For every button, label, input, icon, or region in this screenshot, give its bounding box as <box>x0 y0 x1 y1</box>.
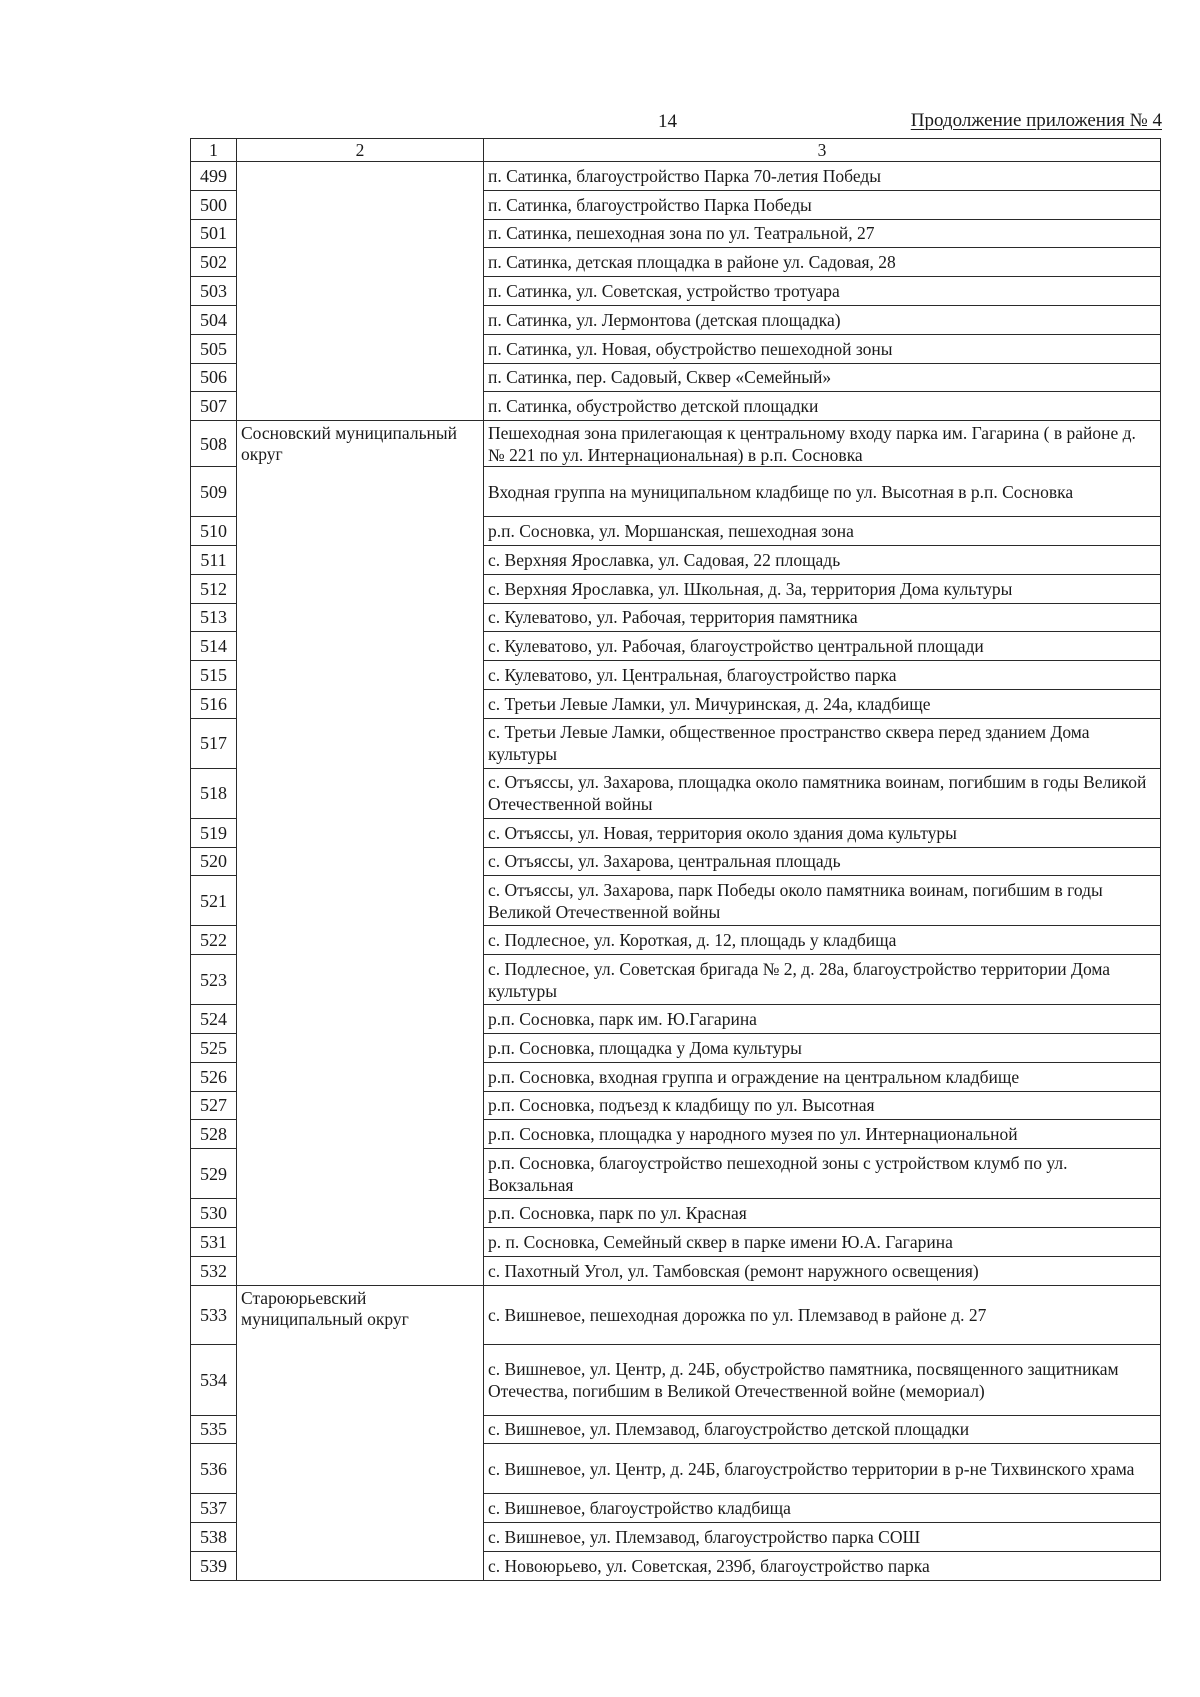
object-name: п. Сатинка, пешеходная зона по ул. Театральной, 27 <box>484 219 1161 248</box>
object-name: с. Вишневое, ул. Племзавод, благоустройство детской площадки <box>484 1415 1161 1444</box>
row-number: 503 <box>191 277 237 306</box>
object-name: с. Новоюрьево, ул. Советская, 239б, благоустройство парка <box>484 1551 1161 1580</box>
object-name: п. Сатинка, ул. Лермонтова (детская площадка) <box>484 305 1161 334</box>
column-header: 3 <box>484 139 1161 162</box>
row-number: 514 <box>191 632 237 661</box>
column-header: 2 <box>237 139 484 162</box>
object-name: р.п. Сосновка, площадка у народного музея по ул. Интернациональной <box>484 1120 1161 1149</box>
continuation-label: Продолжение приложения № 4 <box>910 110 1162 131</box>
district-cell: Староюрьевский муниципальный округ <box>237 1285 484 1580</box>
row-number: 511 <box>191 545 237 574</box>
row-number: 521 <box>191 876 237 926</box>
district-cell: Сосновский муниципальный округ <box>237 421 484 1285</box>
object-name: р.п. Сосновка, благоустройство пешеходной зоны с устройством клумб по ул. Вокзальная <box>484 1149 1161 1199</box>
row-number: 516 <box>191 689 237 718</box>
object-name: р.п. Сосновка, парк им. Ю.Гагарина <box>484 1005 1161 1034</box>
row-number: 515 <box>191 661 237 690</box>
object-name: п. Сатинка, благоустройство Парка 70-летия Победы <box>484 162 1161 191</box>
objects-table <box>190 138 1161 1581</box>
row-number: 504 <box>191 305 237 334</box>
row-number: 535 <box>191 1415 237 1444</box>
object-name: с. Третьи Левые Ламки, общественное пространство сквера перед зданием Дома культуры <box>484 718 1161 768</box>
object-name: с. Отъяссы, ул. Захарова, площадка около памятника воинам, погибшим в годы Великой Отечественной войны <box>484 768 1161 818</box>
table-row <box>191 421 1161 467</box>
object-name: с. Кулеватово, ул. Центральная, благоустройство парка <box>484 661 1161 690</box>
table-header-row <box>191 139 1161 162</box>
column-header: 1 <box>191 139 237 162</box>
object-name: с. Кулеватово, ул. Рабочая, благоустройство центральной площади <box>484 632 1161 661</box>
object-name: р.п. Сосновка, подъезд к кладбищу по ул. Высотная <box>484 1091 1161 1120</box>
row-number: 537 <box>191 1494 237 1523</box>
row-number: 534 <box>191 1344 237 1415</box>
object-name: р.п. Сосновка, входная группа и ограждение на центральном кладбище <box>484 1062 1161 1091</box>
district-cell <box>237 162 484 421</box>
object-name: с. Отъяссы, ул. Захарова, центральная площадь <box>484 847 1161 876</box>
row-number: 519 <box>191 818 237 847</box>
row-number: 529 <box>191 1149 237 1199</box>
object-name: п. Сатинка, детская площадка в районе ул. Садовая, 28 <box>484 248 1161 277</box>
object-name: с. Третьи Левые Ламки, ул. Мичуринская, д. 24а, кладбище <box>484 689 1161 718</box>
object-name: с. Кулеватово, ул. Рабочая, территория памятника <box>484 603 1161 632</box>
row-number: 520 <box>191 847 237 876</box>
object-name: с. Вишневое, ул. Центр, д. 24Б, благоустройство территории в р-не Тихвинского храма <box>484 1444 1161 1494</box>
object-name: р.п. Сосновка, парк по ул. Красная <box>484 1199 1161 1228</box>
object-name: Входная группа на муниципальном кладбище по ул. Высотная в р.п. Сосновка <box>484 467 1161 517</box>
object-name: п. Сатинка, ул. Новая, обустройство пешеходной зоны <box>484 334 1161 363</box>
row-number: 507 <box>191 392 237 421</box>
object-name: с. Подлесное, ул. Короткая, д. 12, площадь у кладбища <box>484 926 1161 955</box>
row-number: 536 <box>191 1444 237 1494</box>
row-number: 502 <box>191 248 237 277</box>
row-number: 522 <box>191 926 237 955</box>
object-name: с. Вишневое, ул. Центр, д. 24Б, обустройство памятника, посвященного защитникам Отечества, погибшим в Великой Отечественной войне (мемориал) <box>484 1344 1161 1415</box>
row-number: 526 <box>191 1062 237 1091</box>
row-number: 531 <box>191 1227 237 1256</box>
object-name: Пешеходная зона прилегающая к центральному входу парка им. Гагарина ( в районе д. № 221 по ул. Интернациональная) в р.п. Сосновка <box>484 421 1161 467</box>
row-number: 509 <box>191 467 237 517</box>
row-number: 517 <box>191 718 237 768</box>
row-number: 518 <box>191 768 237 818</box>
row-number: 523 <box>191 955 237 1005</box>
object-name: с. Верхняя Ярославка, ул. Садовая, 22 площадь <box>484 545 1161 574</box>
object-name: с. Отъяссы, ул. Новая, территория около здания дома культуры <box>484 818 1161 847</box>
row-number: 538 <box>191 1523 237 1552</box>
row-number: 499 <box>191 162 237 191</box>
row-number: 530 <box>191 1199 237 1228</box>
object-name: р.п. Сосновка, ул. Моршанская, пешеходная зона <box>484 517 1161 546</box>
object-name: с. Отъяссы, ул. Захарова, парк Победы около памятника воинам, погибшим в годы Великой Отечественной войны <box>484 876 1161 926</box>
row-number: 525 <box>191 1033 237 1062</box>
row-number: 533 <box>191 1285 237 1344</box>
row-number: 501 <box>191 219 237 248</box>
row-number: 505 <box>191 334 237 363</box>
object-name: с. Верхняя Ярославка, ул. Школьная, д. 3а, территория Дома культуры <box>484 574 1161 603</box>
table-row <box>191 162 1161 191</box>
object-name: с. Вишневое, пешеходная дорожка по ул. Племзавод в районе д. 27 <box>484 1285 1161 1344</box>
row-number: 532 <box>191 1256 237 1285</box>
row-number: 524 <box>191 1005 237 1034</box>
row-number: 539 <box>191 1551 237 1580</box>
page-number: 14 <box>658 111 677 132</box>
object-name: п. Сатинка, ул. Советская, устройство тротуара <box>484 277 1161 306</box>
row-number: 508 <box>191 421 237 467</box>
object-name: п. Сатинка, пер. Садовый, Сквер «Семейный» <box>484 363 1161 392</box>
row-number: 506 <box>191 363 237 392</box>
row-number: 512 <box>191 574 237 603</box>
object-name: р.п. Сосновка, площадка у Дома культуры <box>484 1033 1161 1062</box>
row-number: 510 <box>191 517 237 546</box>
row-number: 527 <box>191 1091 237 1120</box>
table-row <box>191 1285 1161 1344</box>
object-name: с. Подлесное, ул. Советская бригада № 2, д. 28а, благоустройство территории Дома культуры <box>484 955 1161 1005</box>
row-number: 513 <box>191 603 237 632</box>
object-name: п. Сатинка, благоустройство Парка Победы <box>484 190 1161 219</box>
object-name: р. п. Сосновка, Семейный сквер в парке имени Ю.А. Гагарина <box>484 1227 1161 1256</box>
object-name: п. Сатинка, обустройство детской площадки <box>484 392 1161 421</box>
object-name: с. Пахотный Угол, ул. Тамбовская (ремонт наружного освещения) <box>484 1256 1161 1285</box>
object-name: с. Вишневое, ул. Племзавод, благоустройство парка СОШ <box>484 1523 1161 1552</box>
row-number: 500 <box>191 190 237 219</box>
object-name: с. Вишневое, благоустройство кладбища <box>484 1494 1161 1523</box>
row-number: 528 <box>191 1120 237 1149</box>
